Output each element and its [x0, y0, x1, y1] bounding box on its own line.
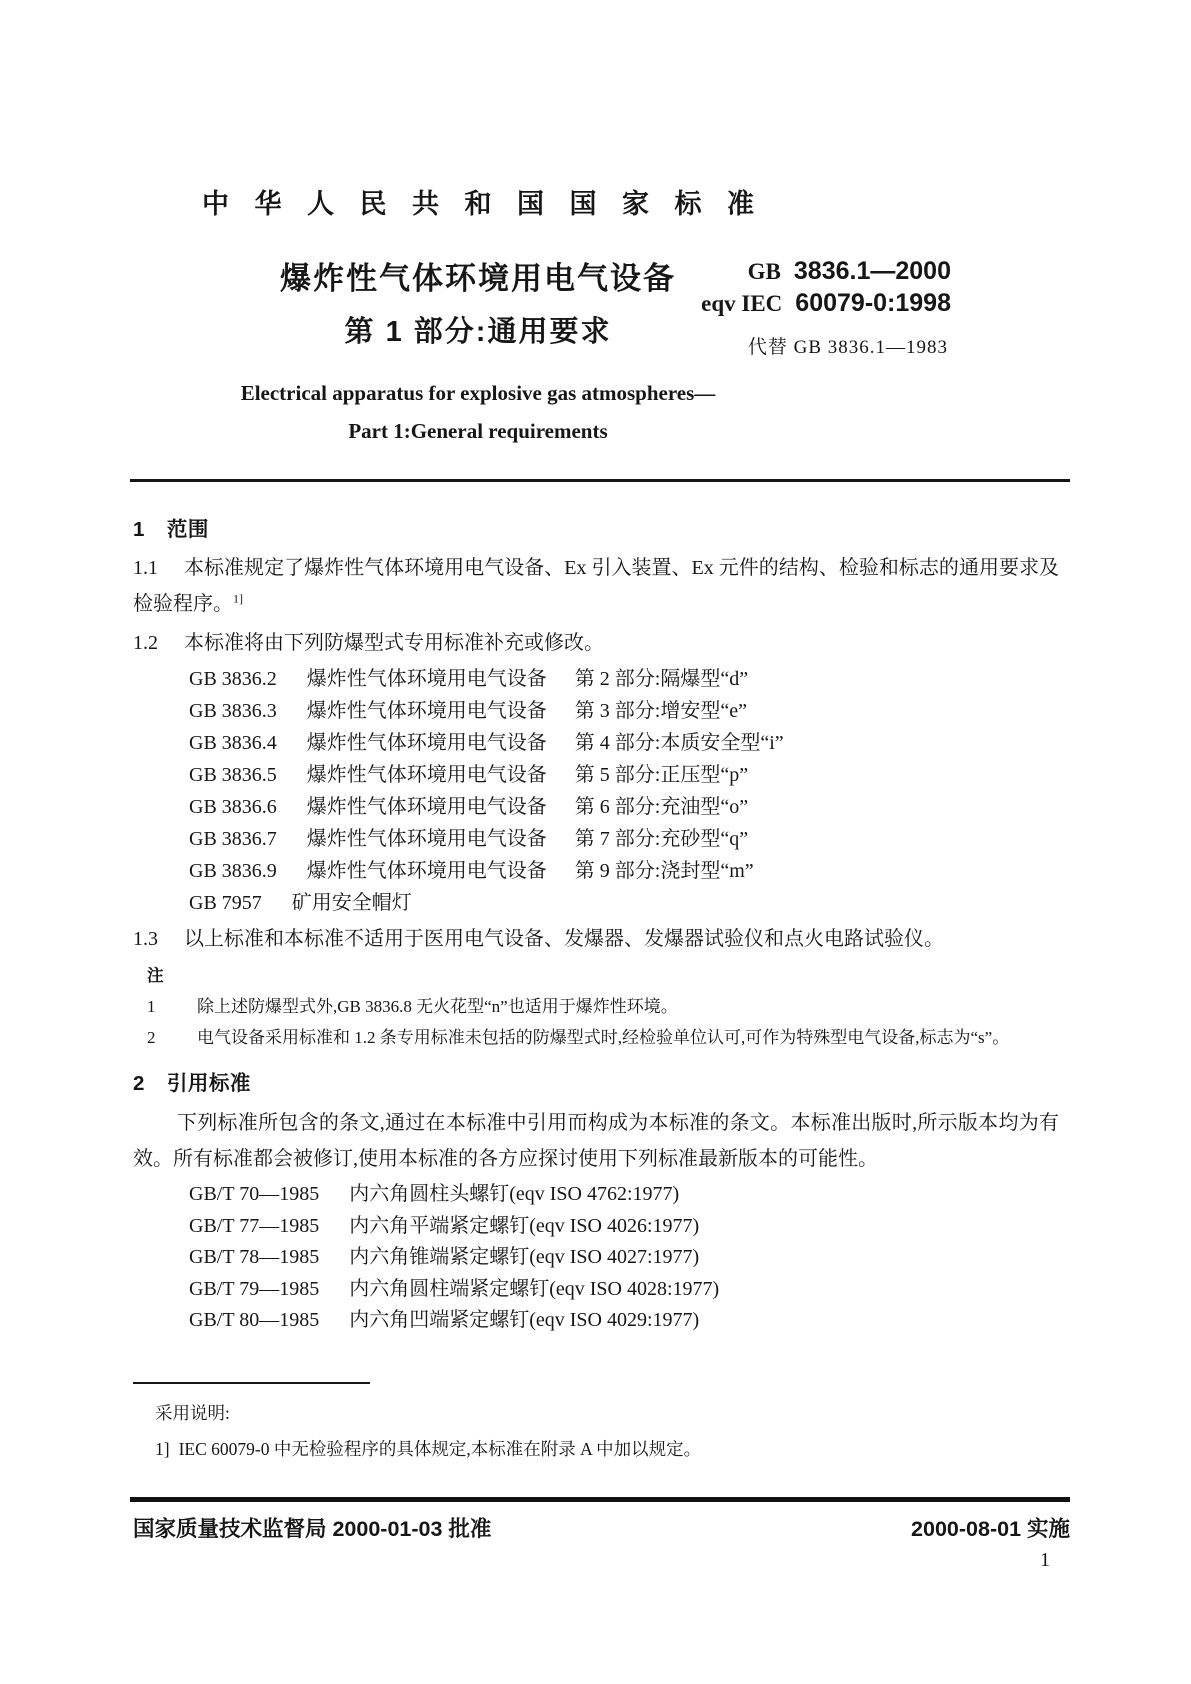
standard-name-text: 爆炸性气体环境用电气设备 — [306, 764, 547, 786]
reference-name-text: 内六角平端紧定螺钉(eqv ISO 4026:1977) — [349, 1214, 700, 1237]
standard-name-text: 矿用安全帽灯 — [291, 892, 412, 914]
reference-code-text: GB/T 79—1985 — [189, 1277, 320, 1300]
clause-1-2-text: 本标准将由下列防爆型式专用标准补充或修改。 — [184, 632, 604, 654]
standard-name-text: 爆炸性气体环境用电气设备 — [306, 796, 547, 818]
standard-code-text: GB 3836.9 — [189, 860, 277, 882]
standard-part-text: 第 6 部分:充油型“o” — [574, 796, 749, 818]
standards-list — [189, 663, 1059, 919]
note-text: 除上述防爆型式外,GB 3836.8 无火花型“n”也适用于爆炸性环境。 — [197, 997, 678, 1016]
reference-name-text: 内六角圆柱头螺钉(eqv ISO 4762:1977) — [349, 1183, 680, 1205]
equivalence-value: 60079-0:1998 — [795, 289, 951, 317]
clause-1-2 — [133, 625, 1059, 661]
footer — [133, 1512, 1070, 1543]
note-item — [147, 992, 1059, 1021]
references-intro: 下列标准所包含的条文,通过在本标准中引用而构成为本标准的条文。本标准出版时,所示版本均为有效。所有标准都会被修订,使用本标准的各方应探讨使用下列标准最新版本的可能性。 — [133, 1112, 1059, 1170]
standard-code — [701, 257, 951, 289]
standard-code-text: GB 3836.5 — [189, 764, 277, 786]
standard-part-text: 第 2 部分:隔爆型“d” — [574, 668, 749, 690]
equivalence-code — [701, 289, 951, 321]
standard-row — [189, 887, 1059, 919]
reference-code-text: GB/T 70—1985 — [189, 1183, 320, 1205]
equivalence-label: eqv IEC — [701, 291, 783, 316]
standard-code-text: GB 7957 — [189, 892, 262, 914]
section-2-title: 引用标准 — [166, 1072, 251, 1095]
footnote-ref-1: 1] — [233, 591, 243, 606]
standard-row — [189, 823, 1059, 855]
section-2-number: 2 — [133, 1072, 145, 1095]
reference-row — [189, 1242, 1059, 1274]
section-2-heading — [133, 1070, 1059, 1098]
standard-code-text: GB 3836.4 — [189, 732, 277, 754]
document-subtitle-en: Part 1:General requirements — [348, 419, 608, 443]
standard-row — [189, 759, 1059, 791]
standard-row — [189, 663, 1059, 695]
note-text: 电气设备采用标准和 1.2 条专用标准未包括的防爆型式时,经检验单位认可,可作为特殊型电气设备,标志为“s”。 — [197, 1028, 1010, 1047]
standard-part-text: 第 5 部分:正压型“p” — [574, 764, 749, 786]
clause-1-3-number: 1.3 — [133, 928, 158, 950]
references-list — [189, 1179, 1059, 1337]
reference-row — [189, 1211, 1059, 1243]
reference-name-text: 内六角圆柱端紧定螺钉(eqv ISO 4028:1977) — [349, 1277, 720, 1300]
supersedes-note: 代替 GB 3836.1—1983 — [747, 337, 948, 358]
document-title-cn: 爆炸性气体环境用电气设备 — [280, 261, 676, 296]
clause-1-3-text: 以上标准和本标准不适用于医用电气设备、发爆器、发爆器试验仪和点火电路试验仪。 — [184, 928, 944, 950]
clause-1-1-text: 本标准规定了爆炸性气体环境用电气设备、Ex 引入装置、Ex 元件的结构、检验和标志的通用要求及检验程序。 — [133, 557, 1059, 615]
header-rule — [130, 479, 1070, 482]
reference-code-text: GB/T 78—1985 — [189, 1246, 320, 1268]
note-number: 2 — [147, 1028, 156, 1047]
standard-code-text: GB 3836.6 — [189, 796, 277, 818]
standard-name-text: 爆炸性气体环境用电气设备 — [306, 700, 547, 722]
standard-part-text: 第 3 部分:增安型“e” — [574, 700, 747, 722]
standard-part-text: 第 9 部分:浇封型“m” — [574, 860, 754, 882]
adoption-item-text: IEC 60079-0 中无检验程序的具体规定,本标准在附录 A 中加以规定。 — [178, 1439, 702, 1459]
clause-1-1 — [133, 550, 1059, 622]
reference-code-text: GB/T 80—1985 — [189, 1309, 320, 1331]
adoption-label: 采用说明: — [155, 1403, 230, 1423]
standard-code-block — [701, 257, 951, 321]
reference-row — [189, 1305, 1059, 1337]
reference-name-text: 内六角锥端紧定螺钉(eqv ISO 4027:1977) — [349, 1246, 700, 1268]
notes-block — [147, 962, 1059, 1052]
standard-part-text: 第 4 部分:本质安全型“i” — [574, 732, 784, 754]
standard-code-text: GB 3836.3 — [189, 700, 277, 722]
page-body — [133, 506, 1059, 1337]
footer-implementation: 2000-08-01 实施 — [911, 1517, 1070, 1541]
footer-approval: 国家质量技术监督局 2000-01-03 批准 — [133, 1517, 492, 1541]
note-item — [147, 1023, 1059, 1052]
section-1-number: 1 — [133, 518, 145, 541]
national-standard-label: 中 华 人 民 共 和 国 国 家 标 准 — [201, 189, 763, 219]
adoption-item-marker: 1] — [155, 1439, 170, 1459]
standard-row — [189, 791, 1059, 823]
adoption-note — [133, 1382, 853, 1461]
reference-row — [189, 1274, 1059, 1306]
standard-row — [189, 695, 1059, 727]
reference-name-text: 内六角凹端紧定螺钉(eqv ISO 4029:1977) — [349, 1309, 700, 1331]
clause-1-3 — [133, 921, 1059, 957]
adoption-divider — [133, 1382, 370, 1384]
standard-row — [189, 855, 1059, 887]
standard-part-text: 第 7 部分:充砂型“q” — [574, 828, 749, 850]
section-1-title: 范围 — [166, 518, 209, 541]
page-number: 1 — [1040, 1549, 1050, 1571]
standard-name-text: 爆炸性气体环境用电气设备 — [306, 828, 547, 850]
adoption-item — [155, 1436, 853, 1461]
footer-rule — [130, 1497, 1070, 1502]
reference-row — [189, 1179, 1059, 1211]
standard-name-text: 爆炸性气体环境用电气设备 — [306, 732, 547, 754]
reference-code-text: GB/T 77—1985 — [189, 1214, 320, 1237]
section-1-heading — [133, 516, 1059, 544]
standard-code-label: GB — [747, 259, 781, 284]
clause-1-2-number: 1.2 — [133, 632, 158, 654]
note-number: 1 — [147, 997, 156, 1016]
notes-label: 注 — [147, 967, 164, 985]
standard-code-text: GB 3836.2 — [189, 668, 277, 690]
standard-row — [189, 727, 1059, 759]
clause-1-1-number: 1.1 — [133, 557, 158, 579]
document-subtitle-cn: 第 1 部分:通用要求 — [344, 316, 612, 348]
document-title-en: Electrical apparatus for explosive gas atmospheres— — [240, 381, 716, 405]
standard-code-value: 3836.1—2000 — [793, 257, 951, 285]
standard-code-text: GB 3836.7 — [189, 828, 277, 850]
standard-name-text: 爆炸性气体环境用电气设备 — [306, 860, 547, 882]
standard-name-text: 爆炸性气体环境用电气设备 — [306, 668, 547, 690]
